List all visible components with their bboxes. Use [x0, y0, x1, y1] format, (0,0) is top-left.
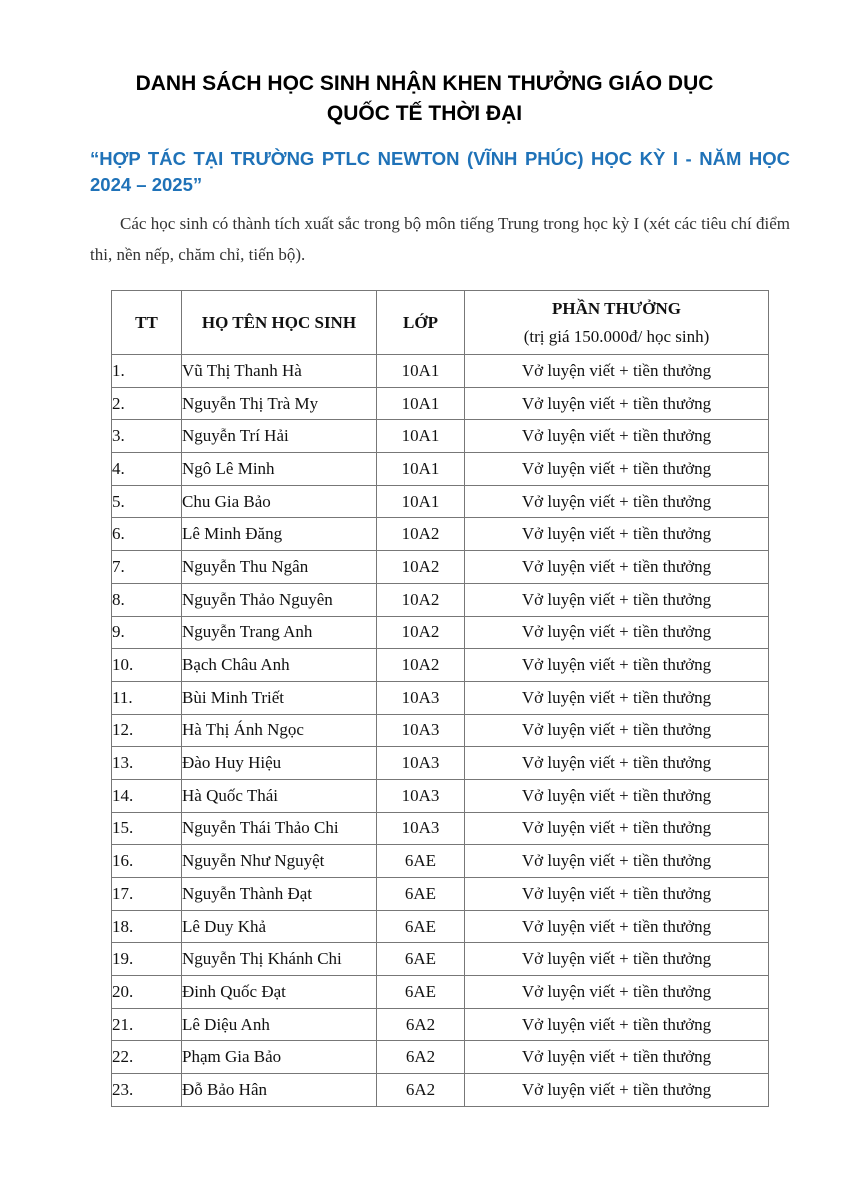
table-row: [112, 1008, 769, 1041]
prize-description: Vở luyện viết + tiền thưởng: [465, 943, 769, 976]
student-class: 10A2: [377, 649, 465, 682]
student-class: 6AE: [377, 910, 465, 943]
row-number: 3.: [112, 420, 182, 453]
student-class: 6AE: [377, 976, 465, 1009]
table-row: [112, 943, 769, 976]
row-number: 20.: [112, 976, 182, 1009]
student-name: Nguyễn Thị Trà My: [182, 387, 377, 420]
awards-table: [111, 290, 769, 1107]
table-row: [112, 355, 769, 388]
prize-description: Vở luyện viết + tiền thưởng: [465, 387, 769, 420]
student-name: Phạm Gia Bảo: [182, 1041, 377, 1074]
prize-description: Vở luyện viết + tiền thưởng: [465, 551, 769, 584]
prize-description: Vở luyện viết + tiền thưởng: [465, 1041, 769, 1074]
student-class: 10A3: [377, 812, 465, 845]
student-class: 6A2: [377, 1041, 465, 1074]
prize-description: Vở luyện viết + tiền thưởng: [465, 453, 769, 486]
header-class: LỚP: [377, 291, 465, 355]
student-class: 10A1: [377, 387, 465, 420]
prize-description: Vở luyện viết + tiền thưởng: [465, 681, 769, 714]
document-title: [0, 69, 849, 129]
row-number: 8.: [112, 583, 182, 616]
student-name: Nguyễn Trang Anh: [182, 616, 377, 649]
student-name: Nguyễn Thành Đạt: [182, 878, 377, 911]
student-name: Nguyễn Trí Hải: [182, 420, 377, 453]
student-class: 10A2: [377, 616, 465, 649]
table-row: [112, 551, 769, 584]
student-name: Ngô Lê Minh: [182, 453, 377, 486]
row-number: 15.: [112, 812, 182, 845]
header-prize-sub: (trị giá 150.000đ/ học sinh): [523, 326, 710, 346]
row-number: 13.: [112, 747, 182, 780]
student-class: 6AE: [377, 845, 465, 878]
row-number: 12.: [112, 714, 182, 747]
prize-description: Vở luyện viết + tiền thưởng: [465, 878, 769, 911]
student-class: 10A2: [377, 551, 465, 584]
student-name: Hà Quốc Thái: [182, 779, 377, 812]
prize-description: Vở luyện viết + tiền thưởng: [465, 485, 769, 518]
table-row: [112, 518, 769, 551]
student-class: 10A2: [377, 518, 465, 551]
prize-description: Vở luyện viết + tiền thưởng: [465, 714, 769, 747]
header-name: HỌ TÊN HỌC SINH: [182, 291, 377, 355]
prize-description: Vở luyện viết + tiền thưởng: [465, 583, 769, 616]
student-class: 10A3: [377, 714, 465, 747]
row-number: 10.: [112, 649, 182, 682]
student-name: Bạch Châu Anh: [182, 649, 377, 682]
table-row: [112, 681, 769, 714]
prize-description: Vở luyện viết + tiền thưởng: [465, 910, 769, 943]
intro-paragraph: Các học sinh có thành tích xuất sắc trong bộ môn tiếng Trung trong học kỳ I (xét các tiêu chí điểm thi, nền nếp, chăm chỉ, tiến bộ).: [90, 214, 790, 264]
header-prize-label: PHẦN THƯỞNG: [552, 298, 681, 318]
row-number: 9.: [112, 616, 182, 649]
student-class: 6AE: [377, 943, 465, 976]
student-class: 10A3: [377, 779, 465, 812]
row-number: 2.: [112, 387, 182, 420]
student-name: Chu Gia Bảo: [182, 485, 377, 518]
prize-description: Vở luyện viết + tiền thưởng: [465, 649, 769, 682]
table-row: [112, 747, 769, 780]
table-row: [112, 910, 769, 943]
student-name: Nguyễn Thái Thảo Chi: [182, 812, 377, 845]
student-name: Nguyễn Như Nguyệt: [182, 845, 377, 878]
row-number: 1.: [112, 355, 182, 388]
student-class: 6AE: [377, 878, 465, 911]
document-subtitle: “HỢP TÁC TẠI TRƯỜNG PTLC NEWTON (VĨNH PHÚC) HỌC KỲ I - NĂM HỌC 2024 – 2025”: [90, 148, 790, 195]
row-number: 11.: [112, 681, 182, 714]
prize-description: Vở luyện viết + tiền thưởng: [465, 518, 769, 551]
student-name: Lê Minh Đăng: [182, 518, 377, 551]
table-row: [112, 779, 769, 812]
header-prize: [465, 291, 769, 355]
table-row: [112, 1074, 769, 1107]
prize-description: Vở luyện viết + tiền thưởng: [465, 747, 769, 780]
student-name: Đỗ Bảo Hân: [182, 1074, 377, 1107]
table-row: [112, 976, 769, 1009]
row-number: 7.: [112, 551, 182, 584]
row-number: 22.: [112, 1041, 182, 1074]
student-name: Đào Huy Hiệu: [182, 747, 377, 780]
student-name: Bùi Minh Triết: [182, 681, 377, 714]
title-line-1: DANH SÁCH HỌC SINH NHẬN KHEN THƯỞNG GIÁO DỤC: [135, 72, 714, 95]
table-row: [112, 812, 769, 845]
student-name: Vũ Thị Thanh Hà: [182, 355, 377, 388]
row-number: 5.: [112, 485, 182, 518]
row-number: 17.: [112, 878, 182, 911]
table-body: [112, 355, 769, 1107]
row-number: 14.: [112, 779, 182, 812]
prize-description: Vở luyện viết + tiền thưởng: [465, 616, 769, 649]
prize-description: Vở luyện viết + tiền thưởng: [465, 355, 769, 388]
student-name: Đinh Quốc Đạt: [182, 976, 377, 1009]
prize-description: Vở luyện viết + tiền thưởng: [465, 845, 769, 878]
table-row: [112, 878, 769, 911]
row-number: 4.: [112, 453, 182, 486]
student-name: Hà Thị Ánh Ngọc: [182, 714, 377, 747]
row-number: 18.: [112, 910, 182, 943]
table-row: [112, 453, 769, 486]
student-name: Nguyễn Thu Ngân: [182, 551, 377, 584]
row-number: 6.: [112, 518, 182, 551]
student-class: 6A2: [377, 1008, 465, 1041]
table-row: [112, 649, 769, 682]
prize-description: Vở luyện viết + tiền thưởng: [465, 420, 769, 453]
student-class: 10A3: [377, 747, 465, 780]
prize-description: Vở luyện viết + tiền thưởng: [465, 812, 769, 845]
student-class: 6A2: [377, 1074, 465, 1107]
table-row: [112, 1041, 769, 1074]
student-name: Lê Duy Khả: [182, 910, 377, 943]
row-number: 16.: [112, 845, 182, 878]
table-row: [112, 845, 769, 878]
student-class: 10A1: [377, 420, 465, 453]
prize-description: Vở luyện viết + tiền thưởng: [465, 976, 769, 1009]
student-name: Lê Diệu Anh: [182, 1008, 377, 1041]
prize-description: Vở luyện viết + tiền thưởng: [465, 1074, 769, 1107]
student-name: Nguyễn Thị Khánh Chi: [182, 943, 377, 976]
student-name: Nguyễn Thảo Nguyên: [182, 583, 377, 616]
prize-description: Vở luyện viết + tiền thưởng: [465, 779, 769, 812]
student-class: 10A2: [377, 583, 465, 616]
table-row: [112, 420, 769, 453]
row-number: 23.: [112, 1074, 182, 1107]
student-class: 10A1: [377, 485, 465, 518]
header-tt: TT: [112, 291, 182, 355]
table-row: [112, 616, 769, 649]
row-number: 19.: [112, 943, 182, 976]
title-line-2: QUỐC TẾ THỜI ĐẠI: [326, 102, 523, 125]
prize-description: Vở luyện viết + tiền thưởng: [465, 1008, 769, 1041]
student-class: 10A1: [377, 453, 465, 486]
table-row: [112, 387, 769, 420]
table-row: [112, 583, 769, 616]
student-class: 10A3: [377, 681, 465, 714]
table-header-row: [112, 291, 769, 355]
table-row: [112, 485, 769, 518]
student-class: 10A1: [377, 355, 465, 388]
table-row: [112, 714, 769, 747]
row-number: 21.: [112, 1008, 182, 1041]
